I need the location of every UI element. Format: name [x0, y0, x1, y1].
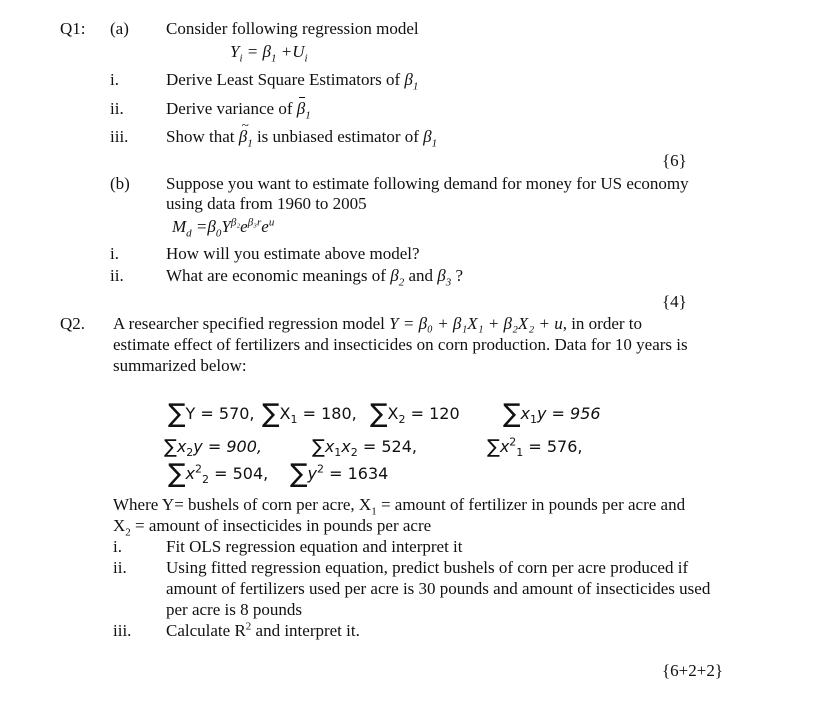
item-a-ii-text: Derive variance of $\beta_1$ [166, 99, 311, 122]
part-b-line-2: using data from 1960 to 2005 [166, 194, 367, 213]
item-q2-ii-number: ii. [113, 558, 127, 577]
sum-x1x2: $\sum x_1x_2 = 524$, [312, 436, 417, 460]
part-b-line-1: Suppose you want to estimate following demand for money for US economy [166, 174, 689, 193]
sum-y: ∑Y = 570, [168, 399, 255, 429]
money-demand-model: $M_d =\beta_0Y^{\beta_2}e^{\beta_3r}e^u$ [172, 216, 275, 240]
sum-y-squared: $\sum y^2 = 1634$ [290, 459, 389, 489]
part-a-label: (a) [110, 19, 129, 38]
item-q2-ii-line-3: per acre is 8 pounds [166, 600, 302, 619]
sum-x2: $\sum X_2 = 120$ [370, 399, 460, 429]
sum-x2-squared: $\sum x^2_2 = 504$, [168, 459, 269, 489]
q2-intro-line-3: summarized below: [113, 356, 247, 375]
item-a-iii-text: Show that ~ $\beta_1$ is unbiased estimator of $\beta_1$ [166, 127, 437, 147]
part-a-marks: {6} [662, 151, 687, 170]
part-a-intro: Consider following regression model [166, 19, 419, 38]
item-a-i-number: i. [110, 70, 119, 89]
variable-definition-line-1: Where Y= bushels of corn per acre, $X_1$ = amount of fertilizer in pounds per acre and [113, 495, 686, 518]
sum-x1y: $\sum x_1y = 956$ [503, 399, 601, 429]
item-b-i-number: i. [110, 244, 119, 263]
sum-x2y: $\sum x_2y = 900$, [164, 436, 262, 460]
part-b-marks: {4} [662, 292, 687, 311]
sum-x1-squared: $\sum x^2_1 = 576$, [487, 435, 583, 460]
q2-intro-line-2: estimate effect of fertilizers and insecticides on corn production. Data for 10 years is [113, 335, 688, 354]
item-q2-iii-number: iii. [113, 621, 132, 640]
item-q2-iii-text: Calculate $R^2$ and interpret it. [166, 620, 360, 640]
question-1-label: Q1: [60, 19, 86, 38]
sum-x1: $\sum X_1 = 180$, [262, 399, 357, 429]
item-b-i-text: How will you estimate above model? [166, 244, 420, 263]
item-b-ii-number: ii. [110, 266, 124, 285]
q2-marks: {6+2+2} [662, 661, 723, 680]
variable-definition-line-2: $X_2$ = amount of insecticides in pounds per acre [113, 516, 432, 539]
item-q2-i-number: i. [113, 537, 122, 556]
item-b-ii-text: What are economic meanings of $\beta_2$ and $\beta_3$ ? [166, 266, 463, 289]
simple-regression-model: $Y_i = \beta_1 +U_i$ [230, 42, 308, 65]
item-a-i-text: Derive Least Square Estimators of $\beta_1$ [166, 70, 419, 93]
question-2-label: Q2. [60, 314, 86, 333]
item-q2-ii-line-1: Using fitted regression equation, predict bushels of corn per acre produced if [166, 558, 689, 577]
q2-intro-line-1: A researcher specified regression model Y = β₀ + β₁X₁ + β₂X₂ + u, in order to [113, 314, 643, 333]
item-a-iii-number: iii. [110, 127, 129, 146]
item-q2-i-text: Fit OLS regression equation and interpret it [166, 537, 463, 556]
part-b-label: (b) [110, 174, 130, 193]
item-q2-ii-line-2: amount of fertilizers used per acre is 30 pounds and amount of insecticides used [166, 579, 711, 598]
item-a-ii-number: ii. [110, 99, 124, 118]
